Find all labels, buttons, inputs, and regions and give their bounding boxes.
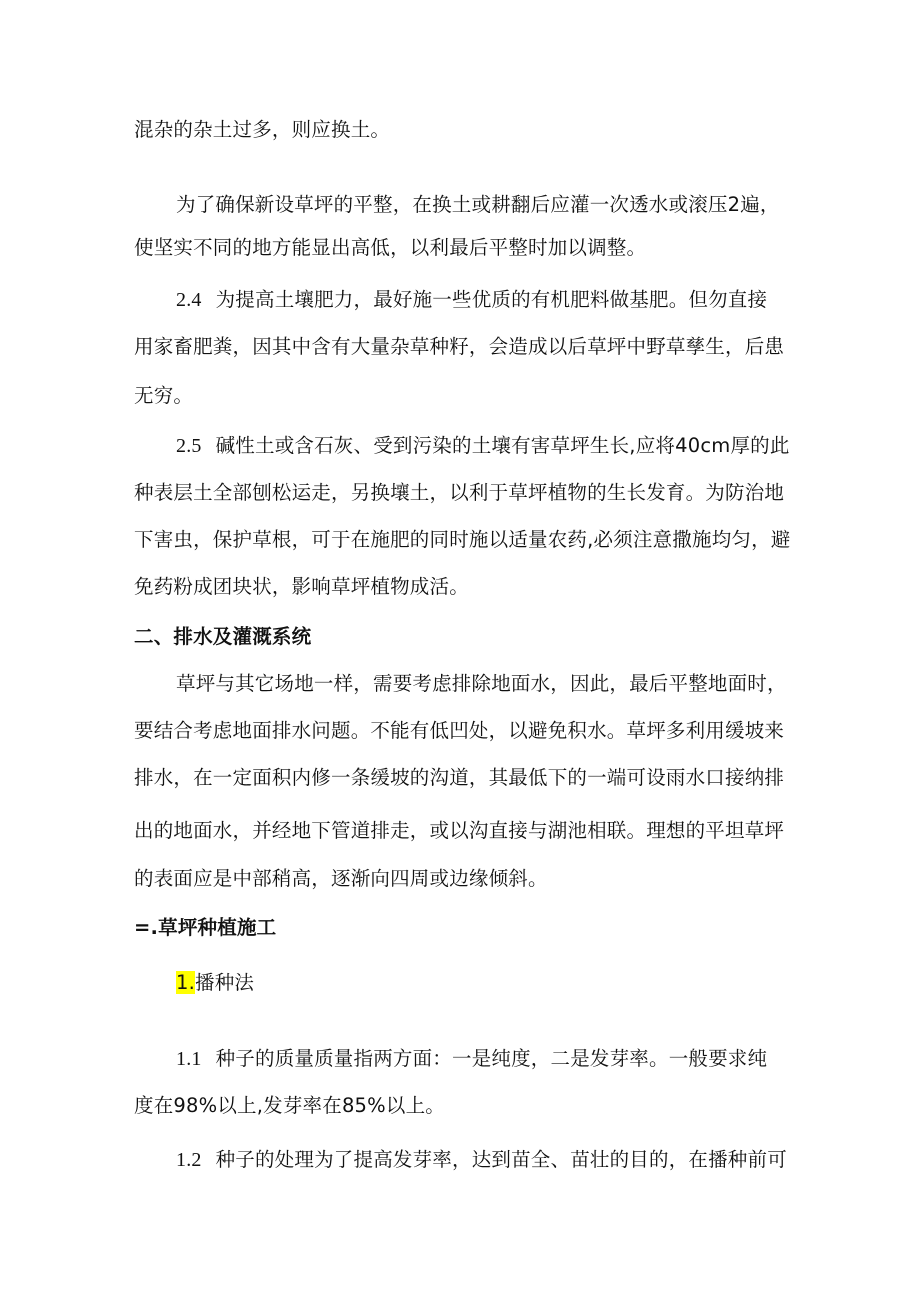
paragraph-line: 混杂的杂土过多，则应换土。 (134, 118, 391, 141)
paragraph-line: 为了确保新设草坪的平整，在换土或耕翻后应灌一次透水或滚压2遍， (176, 193, 780, 216)
section-number: 2.4 (176, 289, 202, 311)
paragraph-line: 无穷。 (134, 384, 194, 407)
paragraph-line: 排水，在一定面积内修一条缓坡的沟道，其最低下的一端可设雨水口接纳排 (134, 766, 785, 789)
highlighted-number: 1. (176, 971, 196, 994)
paragraph-line: 用家畜肥粪，因其中含有大量杂草种籽，会造成以后草坪中野草孳生，后患 (134, 335, 785, 358)
section-heading: 二、排水及灌溉系统 (134, 625, 312, 648)
paragraph-line: 2.5 碱性土或含石灰、受到污染的土壤有害草坪生长,应将40cm厚的此 (176, 434, 790, 457)
section-number: 2.5 (176, 435, 202, 457)
paragraph-line: 1.2 种子的处理为了提高发芽率，达到苗全、苗壮的目的，在播种前可 (176, 1148, 787, 1171)
subsection-heading: 1.播种法 (176, 971, 255, 994)
paragraph-line: 下害虫，保护草根，可于在施肥的同时施以适量农药,必须注意撒施均匀，避 (134, 528, 791, 551)
paragraph-line: 使坚实不同的地方能显出高低，以利最后平整时加以调整。 (134, 236, 647, 259)
paragraph-line: 2.4 为提高土壤肥力，最好施一些优质的有机肥料做基肥。但勿直接 (176, 288, 768, 311)
section-heading: =.草坪种植施工 (134, 916, 277, 939)
section-number: 1.2 (176, 1149, 202, 1171)
paragraph-line: 出的地面水，并经地下管道排走，或以沟直接与湖池相联。理想的平坦草坪 (134, 819, 785, 842)
paragraph-line: 免药粉成团块状，影响草坪植物成活。 (134, 575, 469, 598)
paragraph-line: 的表面应是中部稍高，逐渐向四周或边缘倾斜。 (134, 867, 548, 890)
paragraph-line: 度在98%以上,发芽率在85%以上。 (134, 1094, 445, 1117)
paragraph-line: 草坪与其它场地一样，需要考虑排除地面水，因此，最后平整地面时， (176, 672, 787, 695)
paragraph-line: 要结合考虑地面排水问题。不能有低凹处，以避免积水。草坪多利用缓坡来 (134, 719, 785, 742)
paragraph-line: 种表层土全部刨松运走，另换壤土，以利于草坪植物的生长发育。为防治地 (134, 481, 785, 504)
paragraph-line: 1.1 种子的质量质量指两方面：一是纯度，二是发芽率。一般要求纯 (176, 1047, 768, 1070)
section-number: 1.1 (176, 1048, 202, 1070)
